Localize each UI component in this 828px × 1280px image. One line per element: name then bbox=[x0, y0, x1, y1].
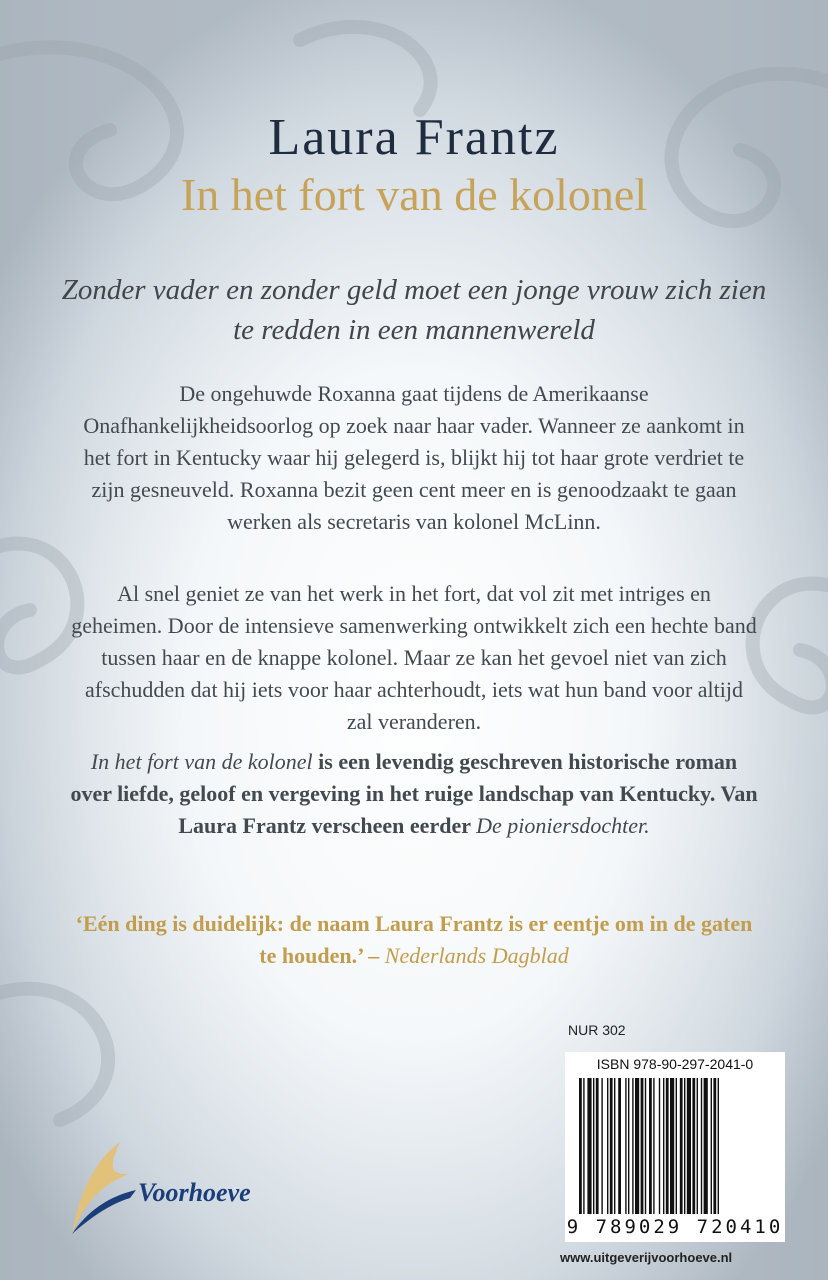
barcode-bar bbox=[704, 1078, 708, 1214]
barcode-bar bbox=[649, 1078, 652, 1214]
publisher-website: www.uitgeverijvoorhoeve.nl bbox=[560, 1250, 733, 1265]
barcode-bar bbox=[718, 1078, 719, 1214]
barcode-bar bbox=[711, 1078, 712, 1214]
barcode-bar bbox=[614, 1078, 615, 1214]
barcode-bar bbox=[596, 1078, 599, 1214]
quote-text: ‘Eén ding is duidelijk: de naam Laura Frantz is er eentje om in de gaten te houden.’ – bbox=[75, 911, 753, 968]
tagline: Zonder vader en zonder geld moet een jonge vrouw zich zien te redden in een mannenwereld bbox=[61, 274, 767, 346]
barcode-bar bbox=[593, 1078, 594, 1214]
barcode-bar bbox=[684, 1078, 685, 1214]
barcode-box bbox=[565, 1052, 785, 1242]
barcode-bar bbox=[687, 1078, 691, 1214]
barcode-bar bbox=[666, 1078, 669, 1214]
barcode-bar bbox=[713, 1078, 716, 1214]
blurb-paragraph-1: De ongehuwde Roxanna gaat tijdens de Amerikaanse Onafhankelijkheidsoorlog op zoek naar haar vader. Wanneer ze aankomt in het fort in Kentucky waar hij gelegerd is, blijkt hij tot haar grote verdriet te zijn gesneuveld. Roxanna bezit geen cent meer en is genoodzaakt te gaan werken als secretaris van kolonel McLinn. bbox=[83, 381, 745, 534]
barcode-bar bbox=[607, 1078, 608, 1214]
barcode-bar bbox=[635, 1078, 639, 1214]
blurb-paragraph-2: Al snel geniet ze van het werk in het fort, dat vol zit met intriges en geheimen. Door de intensieve samenwerking ontwikkelt zich een hechte band tussen haar en de knappe kolonel. Maar ze kan het gevoel niet van zich afschudden dat hij iets voor haar achterhoudt, iets wat hun band voor altijd zal veranderen. bbox=[71, 581, 757, 734]
previous-book-title: De pioniersdochter. bbox=[476, 813, 650, 838]
barcode-bar bbox=[653, 1078, 654, 1214]
barcode-bar bbox=[587, 1078, 591, 1214]
review-quote bbox=[70, 908, 758, 972]
paragraph-3-text: is een levendig geschreven historische roman over liefde, geloof en vergeving in het ruige landschap van Kentucky. Van Laura Frantz verscheen eerder bbox=[70, 749, 758, 838]
barcode-bar bbox=[618, 1078, 621, 1214]
barcode-number: 9 789029 720410 bbox=[566, 1216, 784, 1238]
nur-code: NUR 302 bbox=[568, 1022, 626, 1038]
barcode-bar bbox=[610, 1078, 613, 1214]
barcode-bar bbox=[641, 1078, 644, 1214]
book-title: In het fort van de kolonel bbox=[180, 169, 648, 220]
publisher-name: Voorhoeve bbox=[138, 1178, 251, 1207]
barcode-bar bbox=[625, 1078, 626, 1214]
barcode-bar bbox=[628, 1078, 629, 1214]
barcode-bar bbox=[663, 1078, 664, 1214]
barcode-bar bbox=[583, 1078, 584, 1214]
title-reference: In het fort van de kolonel bbox=[90, 749, 313, 774]
barcode-bar bbox=[579, 1078, 582, 1214]
barcode-bar bbox=[645, 1078, 646, 1214]
barcode-bar bbox=[701, 1078, 702, 1214]
barcode-bar bbox=[692, 1078, 695, 1214]
barcode-bar bbox=[676, 1078, 677, 1214]
barcode-bar bbox=[680, 1078, 683, 1214]
quill-logo-icon bbox=[58, 1138, 138, 1238]
publisher-logo bbox=[58, 1138, 318, 1238]
blurb-paragraph-3 bbox=[70, 746, 758, 842]
isbn-label: ISBN 978-90-297-2041-0 bbox=[596, 1056, 754, 1072]
barcode-bar bbox=[659, 1078, 660, 1214]
barcode-bar bbox=[601, 1078, 602, 1214]
quote-source: Nederlands Dagblad bbox=[384, 943, 569, 968]
barcode bbox=[575, 1078, 775, 1214]
barcode-bar bbox=[632, 1078, 633, 1214]
barcode-bar bbox=[670, 1078, 674, 1214]
barcode-bar bbox=[697, 1078, 698, 1214]
author-name: Laura Frantz bbox=[268, 109, 560, 166]
